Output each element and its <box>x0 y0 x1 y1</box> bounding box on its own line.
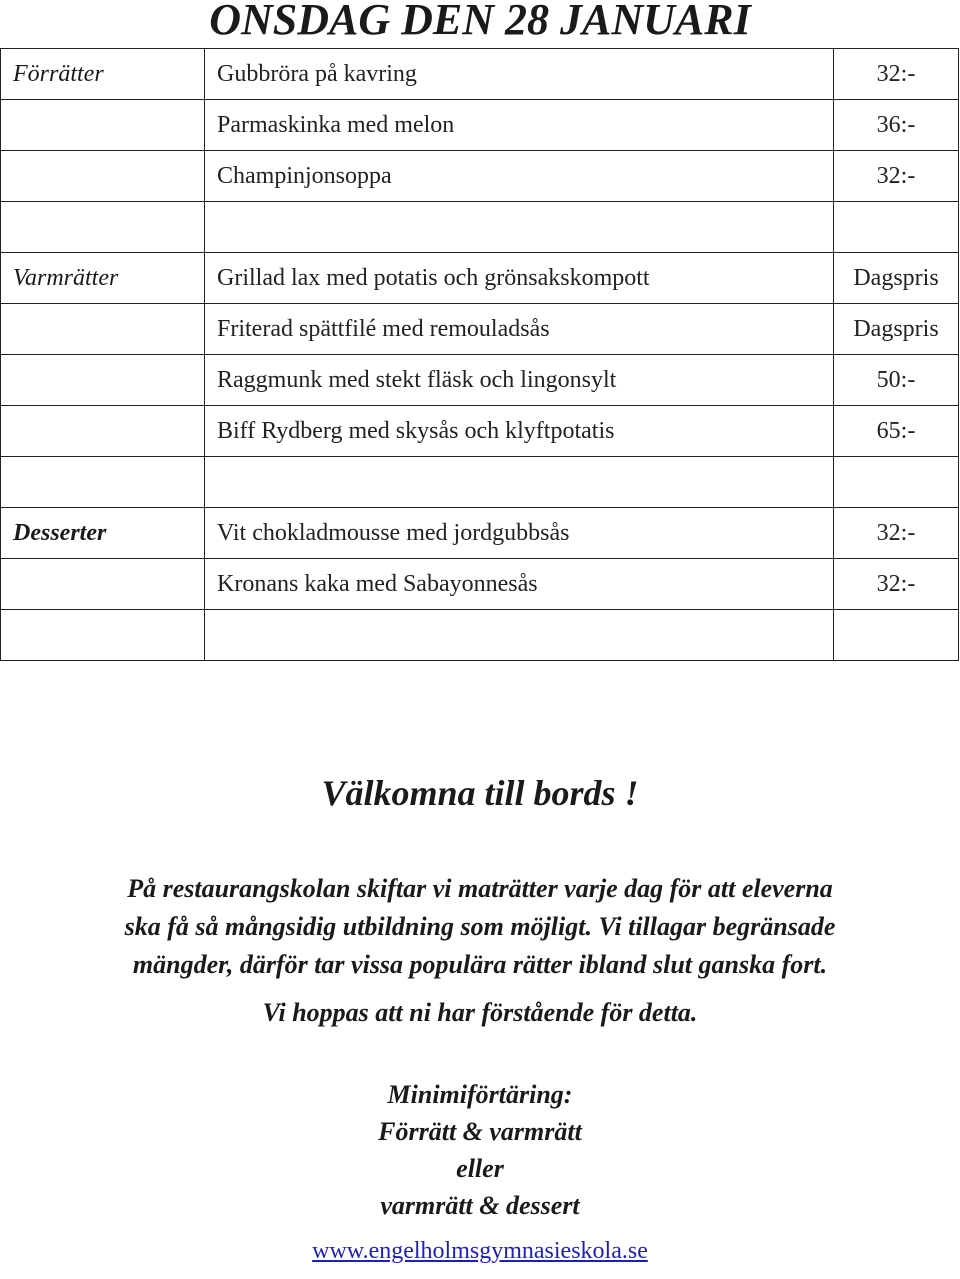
table-row <box>1 355 959 406</box>
page-title: ONSDAG DEN 28 JANUARI <box>209 0 751 44</box>
category-mains: Varmrätter <box>1 253 205 304</box>
info-paragraph <box>8 870 952 984</box>
info-line: På restaurangskolan skiftar vi maträtter varje dag för att eleverna <box>127 874 833 903</box>
minimum-heading: Minimiförtäring: <box>387 1080 573 1109</box>
dish-cell-empty <box>205 457 834 508</box>
info-line: ska få så mångsidig utbildning som möjligt. Vi tillagar begränsade <box>124 912 836 941</box>
website-link[interactable]: www.engelholmsgymnasieskola.se <box>312 1238 648 1264</box>
dish-price: 65:- <box>834 406 959 457</box>
table-row-empty <box>1 457 959 508</box>
category-cell-empty <box>1 559 205 610</box>
category-cell-empty <box>1 457 205 508</box>
minimum-option-1: Förrätt & varmrätt <box>378 1117 582 1146</box>
table-row <box>1 49 959 100</box>
minimum-option-2: varmrätt & dessert <box>380 1191 580 1220</box>
menu-table <box>0 48 959 661</box>
category-cell-empty <box>1 610 205 661</box>
understanding-note: Vi hoppas att ni har förstående för detta. <box>262 998 698 1027</box>
dish-price: Dagspris <box>834 253 959 304</box>
table-row <box>1 508 959 559</box>
dish-cell-empty <box>205 202 834 253</box>
table-row <box>1 559 959 610</box>
dish-price: 32:- <box>834 151 959 202</box>
dish-name: Grillad lax med potatis och grönsakskompott <box>205 253 834 304</box>
dish-name: Biff Rydberg med skysås och klyftpotatis <box>205 406 834 457</box>
dish-price: 32:- <box>834 49 959 100</box>
dish-name: Friterad spättfilé med remouladsås <box>205 304 834 355</box>
table-row <box>1 100 959 151</box>
dish-name: Gubbröra på kavring <box>205 49 834 100</box>
minimum-or: eller <box>456 1154 504 1183</box>
dish-name: Kronans kaka med Sabayonnesås <box>205 559 834 610</box>
table-row-empty <box>1 202 959 253</box>
table-row <box>1 151 959 202</box>
category-cell-empty <box>1 202 205 253</box>
price-cell-empty <box>834 457 959 508</box>
category-cell-empty <box>1 100 205 151</box>
table-row <box>1 253 959 304</box>
dish-name: Champinjonsoppa <box>205 151 834 202</box>
category-desserts: Desserter <box>1 508 205 559</box>
info-line: mängder, därför tar vissa populära rätter ibland slut ganska fort. <box>132 950 828 979</box>
table-row-empty <box>1 610 959 661</box>
welcome-heading: Välkomna till bords ! <box>321 773 639 813</box>
dish-name: Vit chokladmousse med jordgubbsås <box>205 508 834 559</box>
dish-price: 50:- <box>834 355 959 406</box>
category-cell-empty <box>1 151 205 202</box>
dish-price: 32:- <box>834 508 959 559</box>
category-starters: Förrätter <box>1 49 205 100</box>
table-row <box>1 406 959 457</box>
minimum-order-block <box>0 1076 960 1224</box>
price-cell-empty <box>834 610 959 661</box>
category-cell-empty <box>1 406 205 457</box>
table-row <box>1 304 959 355</box>
dish-price: 32:- <box>834 559 959 610</box>
category-cell-empty <box>1 355 205 406</box>
dish-price: Dagspris <box>834 304 959 355</box>
category-cell-empty <box>1 304 205 355</box>
dish-price: 36:- <box>834 100 959 151</box>
dish-name: Raggmunk med stekt fläsk och lingonsylt <box>205 355 834 406</box>
price-cell-empty <box>834 202 959 253</box>
dish-cell-empty <box>205 610 834 661</box>
dish-name: Parmaskinka med melon <box>205 100 834 151</box>
